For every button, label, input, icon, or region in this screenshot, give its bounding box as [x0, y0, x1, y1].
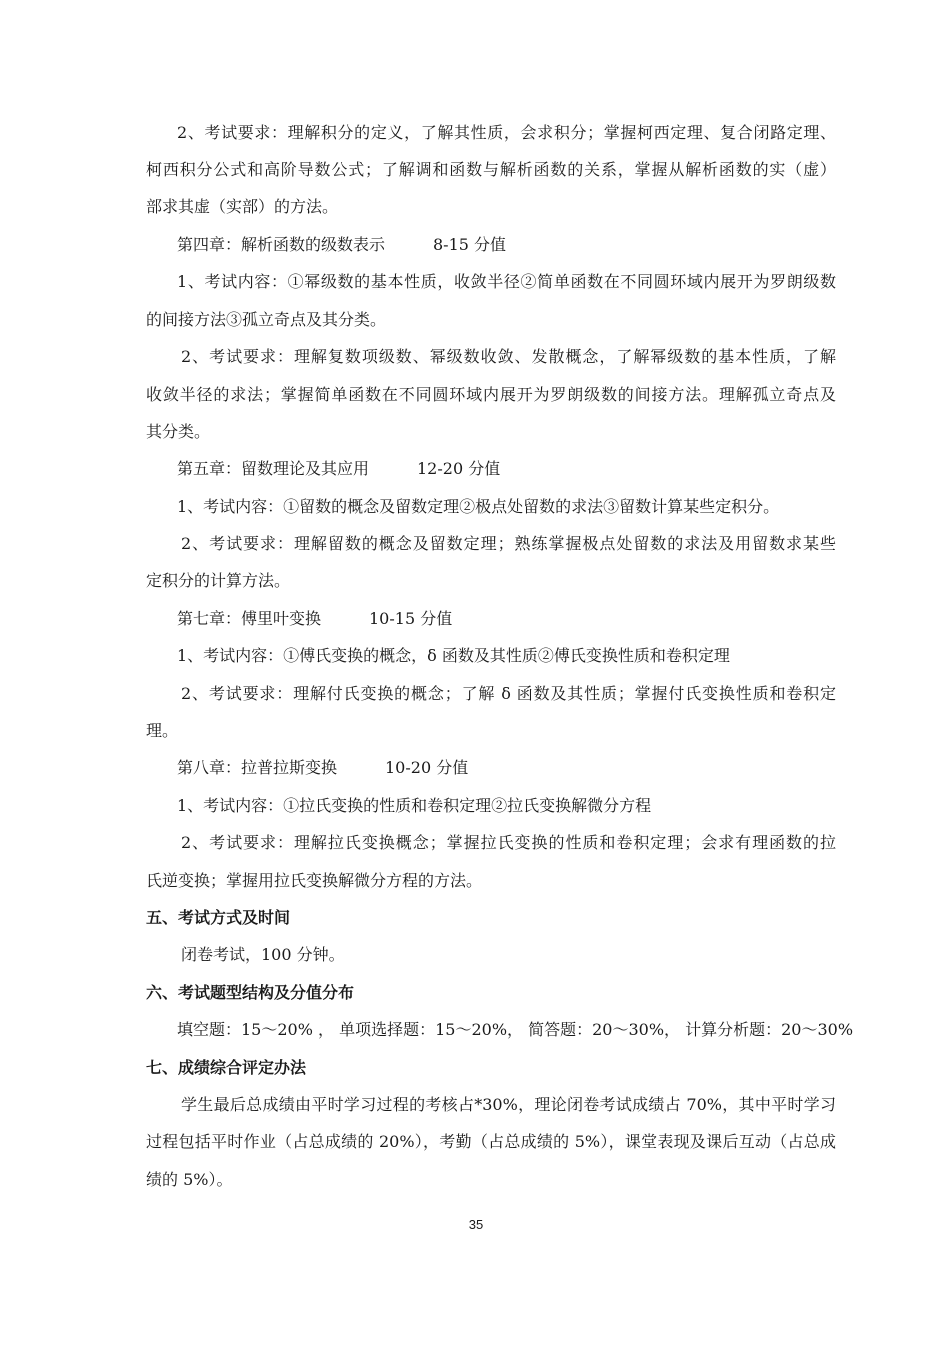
section-heading: 七、成绩综合评定办法: [146, 1058, 307, 1077]
text-line: 2、考试要求：理解付氏变换的概念；了解 δ 函数及其性质；掌握付氏变换性质和卷积定: [181, 684, 836, 703]
chapter-heading: 第七章：傅里叶变换 10-15 分值: [177, 609, 453, 628]
text-line: 收敛半径的求法；掌握简单函数在不同圆环域内展开为罗朗级数的间接方法。理解孤立奇点及: [146, 385, 836, 404]
text-line: 绩的 5%）。: [146, 1170, 233, 1189]
chapter-heading: 第八章：拉普拉斯变换 10-20 分值: [177, 758, 469, 777]
page-number: 35: [468, 1217, 484, 1232]
text-line: 定积分的计算方法。: [146, 571, 291, 590]
text-line: 部求其虚（实部）的方法。: [146, 197, 339, 216]
section-heading: 六、考试题型结构及分值分布: [146, 983, 355, 1002]
text-line: 柯西积分公式和高阶导数公式；了解调和函数与解析函数的关系，掌握从解析函数的实（虚）: [146, 160, 836, 179]
text-line: 1、考试内容：①傅氏变换的概念，δ 函数及其性质②傅氏变换性质和卷积定理: [177, 646, 730, 665]
text-line: 的间接方法③孤立奇点及其分类。: [146, 310, 387, 329]
text-line: 1、考试内容：①幂级数的基本性质，收敛半径②简单函数在不同圆环域内展开为罗朗级数: [177, 272, 836, 291]
text-line: 2、考试要求：理解拉氏变换概念；掌握拉氏变换的性质和卷积定理；会求有理函数的拉: [181, 833, 836, 852]
text-line: 1、考试内容：①拉氏变换的性质和卷积定理②拉氏变换解微分方程: [177, 796, 652, 815]
text-line: 过程包括平时作业（占总成绩的 20%），考勤（占总成绩的 5%），课堂表现及课后互动（占总成: [146, 1132, 836, 1151]
text-line: 2、考试要求：理解留数的概念及留数定理；熟练掌握极点处留数的求法及用留数求某些: [181, 534, 836, 553]
text-line: 氏逆变换；掌握用拉氏变换解微分方程的方法。: [146, 871, 483, 890]
chapter-heading: 第五章：留数理论及其应用 12-20 分值: [177, 459, 501, 478]
text-line: 填空题：15～20% ， 单项选择题：15～20%， 简答题：20～30%， 计算分析题：20～30%: [177, 1020, 854, 1039]
text-line: 2、考试要求：理解积分的定义，了解其性质，会求积分；掌握柯西定理、复合闭路定理、: [177, 123, 836, 142]
text-line: 1、考试内容：①留数的概念及留数定理②极点处留数的求法③留数计算某些定积分。: [177, 497, 780, 516]
text-line: 闭卷考试，100 分钟。: [181, 945, 345, 964]
text-line: 其分类。: [146, 422, 211, 441]
section-heading: 五、考试方式及时间: [146, 908, 291, 927]
text-line: 学生最后总成绩由平时学习过程的考核占*30%，理论闭卷考试成绩占 70%，其中平时学习: [181, 1095, 836, 1114]
text-line: 2、考试要求：理解复数项级数、幂级数收敛、发散概念，了解幂级数的基本性质，了解: [181, 347, 836, 366]
text-line: 理。: [146, 721, 179, 740]
chapter-heading: 第四章：解析函数的级数表示 8-15 分值: [177, 235, 507, 254]
